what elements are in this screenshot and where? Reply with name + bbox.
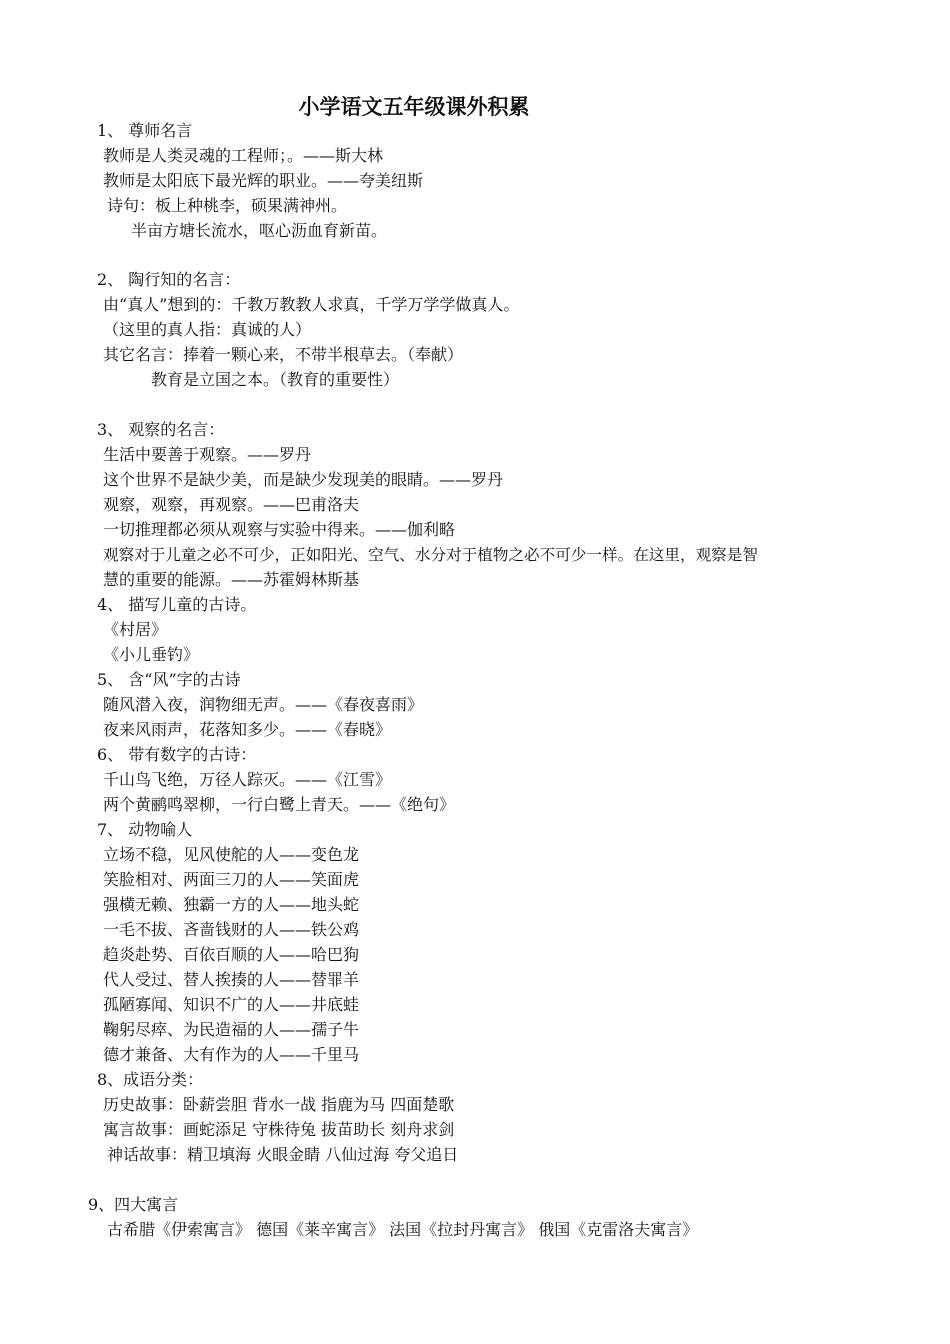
text-line: 随风潜入夜，润物细无声。——《春夜喜雨》 bbox=[103, 695, 424, 714]
text-line: 这个世界不是缺少美，而是缺少发现美的眼睛。——罗丹 bbox=[103, 470, 504, 489]
text-line: 立场不稳，见风使舵的人——变色龙 bbox=[103, 845, 360, 864]
text-line: 由“真人”想到的：千教万教教人求真，千学万学学做真人。 bbox=[103, 295, 520, 314]
text-line: 教育是立国之本。（教育的重要性） bbox=[151, 370, 400, 389]
text-line: 笑脸相对、两面三刀的人——笑面虎 bbox=[103, 870, 360, 889]
text-line: 夜来风雨声，花落知多少。——《春晓》 bbox=[103, 720, 392, 739]
section-heading-2: 2、 陶行知的名言： bbox=[97, 270, 241, 289]
section-heading-6: 6、 带有数字的古诗： bbox=[97, 745, 257, 764]
text-line: 一毛不拔、吝啬钱财的人——铁公鸡 bbox=[103, 920, 360, 939]
section-heading-7: 7、 动物喻人 bbox=[97, 820, 193, 839]
text-line: 诗句：板上种桃李，硕果满神州。 bbox=[107, 196, 348, 215]
text-line: 强横无赖、独霸一方的人——地头蛇 bbox=[103, 895, 360, 914]
section-heading-5: 5、 含“风”字的古诗 bbox=[97, 670, 241, 689]
text-line: 鞠躬尽瘁、为民造福的人——孺子牛 bbox=[103, 1020, 360, 1039]
text-line: 《小儿垂钓》 bbox=[103, 645, 200, 664]
text-line: 趋炎赴势、百依百顺的人——哈巴狗 bbox=[103, 945, 360, 964]
text-line: 教师是人类灵魂的工程师；。——斯大林 bbox=[103, 146, 384, 165]
text-line: 教师是太阳底下最光辉的职业。——夸美纽斯 bbox=[103, 171, 424, 190]
text-line: 古希腊《伊索寓言》 德国《莱辛寓言》 法国《拉封丹寓言》 俄国《克雷洛夫寓言》 bbox=[107, 1220, 699, 1239]
text-line: 德才兼备、大有作为的人——千里马 bbox=[103, 1045, 360, 1064]
text-line: 观察对于儿童之必不可少，正如阳光、空气、水分对于植物之必不可少一样。在这里，观察是智 bbox=[103, 546, 758, 564]
text-line: 其它名言：捧着一颗心来，不带半根草去。（奉献） bbox=[103, 345, 464, 364]
section-heading-4: 4、 描写儿童的古诗。 bbox=[97, 595, 257, 614]
text-line: 两个黄鹂鸣翠柳，一行白鹭上青天。——《绝句》 bbox=[103, 795, 456, 814]
text-line: 半亩方塘长流水，呕心沥血育新苗。 bbox=[131, 221, 388, 240]
text-line: 千山鸟飞绝，万径人踪灭。——《江雪》 bbox=[103, 770, 392, 789]
text-line: 慧的重要的能源。——苏霍姆林斯基 bbox=[103, 570, 360, 589]
page-title: 小学语文五年级课外积累 bbox=[298, 94, 530, 119]
section-heading-8: 8、成语分类： bbox=[97, 1070, 204, 1089]
section-heading-3: 3、 观察的名言： bbox=[97, 420, 225, 439]
text-line: 一切推理都必须从观察与实验中得来。——伽利略 bbox=[103, 520, 456, 539]
section-heading-9: 9、四大寓言 bbox=[88, 1195, 179, 1214]
text-line: 代人受过、替人挨揍的人——替罪羊 bbox=[103, 970, 360, 989]
text-line: 寓言故事：画蛇添足 守株待兔 拔苗助长 刻舟求剑 bbox=[103, 1120, 455, 1139]
text-line: （这里的真人指：真诚的人） bbox=[103, 320, 312, 339]
text-line: 生活中要善于观察。——罗丹 bbox=[103, 445, 312, 464]
section-heading-1: 1、 尊师名言 bbox=[97, 121, 193, 140]
text-line: 观察，观察，再观察。——巴甫洛夫 bbox=[103, 495, 360, 514]
text-line: 孤陋寡闻、知识不广的人——井底蛙 bbox=[103, 995, 360, 1014]
text-line: 《村居》 bbox=[103, 620, 168, 639]
text-line: 神话故事：精卫填海 火眼金睛 八仙过海 夸父追日 bbox=[107, 1145, 459, 1164]
text-line: 历史故事：卧薪尝胆 背水一战 指鹿为马 四面楚歌 bbox=[103, 1095, 455, 1114]
